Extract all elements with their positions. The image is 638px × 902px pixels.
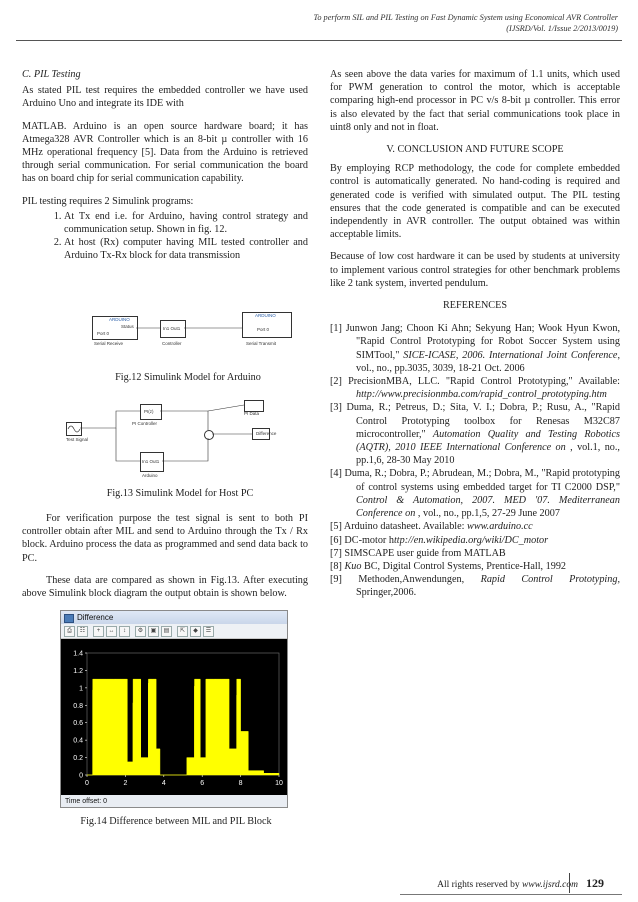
scope-window[interactable] (60, 610, 288, 808)
header-rule (16, 40, 622, 41)
reference-italic: ttp://en.wikipedia.org/wiki/DC_motor (393, 534, 549, 546)
paragraph: Because of low cost hardware it can be used by students at university to implement various control strategies for other benchmark problems like 2 tank system, inverted pendulum. (330, 251, 620, 289)
x-tick-label: 0 (85, 780, 89, 787)
reference-italic: SICE-ICASE, 2006. International Joint Conference (403, 349, 618, 361)
floating-scope-icon[interactable]: ⇱ (177, 626, 188, 637)
paragraph: By employing RCP methodology, the code for complete embedded control is automatically generated. No hand-coding is required and generated code is verified with simulated output. The PIL testing ensures that the code generated is compatible and can be executed independently in AVR controller. The output obtained was within acceptable limits. (330, 163, 620, 241)
conclusion-heading: V. CONCLUSION AND FUTURE SCOPE (386, 144, 564, 156)
reference-italic: www.arduino.cc (467, 521, 533, 533)
section-title: C. PIL Testing (22, 69, 81, 80)
arduino-io: In1 Out1 (142, 459, 160, 464)
arduino-tag: ARDUINO (109, 317, 130, 322)
scope-title-bar[interactable] (61, 611, 287, 624)
fig14-caption: Fig.14 Difference between MIL and PIL Block (80, 816, 272, 827)
parameters-icon[interactable]: ☷ (77, 626, 88, 637)
reference-text-end: , vol.1, no., pp.1,6, 28-30 May 2010 (356, 442, 620, 467)
footer-text: All rights reserved by (437, 880, 523, 890)
time-offset-value: 0 (103, 798, 108, 805)
reference-text: [8] (330, 560, 345, 572)
x-tick-label: 10 (275, 780, 283, 787)
left-column-continued (22, 512, 308, 609)
reference-text: [9] Methoden,Anwendungen, (330, 574, 481, 586)
reference-italic: Control & Automation, 2007. MED '07. Mediterranean Conference on (356, 494, 620, 520)
fig12-wires (92, 312, 307, 354)
x-tick-label: 6 (200, 780, 205, 787)
reference-item (330, 401, 620, 467)
time-offset (65, 798, 107, 805)
paragraph: For verification purpose the test signal is sent to both PI controller obtain after MIL and send to Arduino through the Tx / Rx block. Arduino process the data as programmed and send data back to PC. (22, 513, 308, 564)
y-tick-label: 1.4 (73, 650, 83, 658)
zoom-x-icon[interactable]: ↔ (106, 626, 117, 637)
fig13-wires (66, 400, 290, 488)
y-tick-label: 1 (79, 685, 83, 693)
header-issue: (IJSRD/Vol. 1/Issue 2/2013/0019) (506, 24, 618, 33)
x-tick-label: 4 (161, 780, 166, 787)
paragraph: As stated PIL test requires the embedded controller we have used Arduino Uno and integrate its IDE with (22, 85, 308, 110)
footer-site[interactable]: www.ijsrd.com (522, 880, 578, 890)
reference-text: [2] PrecisionMBA, LLC. "Rapid Control Prototyping," Available: (330, 376, 620, 388)
paragraph: As seen above the data varies for maximum of 1.1 units, which used for PWM generation to control the motor, which is acceptable comparing high-end processor in PC v/s 8-bit µ controller. This error is also elevated by the fact that serial communications took place in uint8 only and not in float. (330, 69, 620, 133)
zoom-y-icon[interactable]: ↕ (119, 626, 130, 637)
scope-app-icon (64, 614, 74, 623)
pid-label: PI(z) (144, 409, 154, 414)
lock-axes-icon[interactable]: ◆ (190, 626, 201, 637)
y-tick-label: 1.2 (73, 667, 83, 675)
reference-text-end: Springer,2006. (356, 587, 417, 599)
reference-text-end: BC, Digital Control Systems, Prentice-Hall, 1992 (361, 560, 567, 572)
paragraph: These data are compared as shown in Fig.13. After executing above Simulink block diagram the output obtain is shown below. (22, 574, 308, 600)
reference-italic: Automation Quality and Testing Robotics (AQTR), 2010 IEEE International Conference on (356, 428, 620, 454)
reference-item (330, 467, 620, 520)
y-tick-label: 0.6 (73, 720, 83, 728)
pi-data-label: PI Data (244, 411, 260, 416)
x-tick-label: 8 (238, 780, 243, 787)
y-tick-label: 0.2 (73, 755, 83, 763)
controller-label: Controller (162, 341, 182, 346)
port-label-2: Port 0 (257, 327, 270, 332)
right-column (330, 68, 620, 600)
reference-italic: http://www.precisionmba.com/rapid_control_prototyping.htm (356, 389, 607, 401)
reference-text: [5] Arduino datasheet. Available: (330, 521, 468, 533)
reference-text: [3] Duma, R.; Petreus, D.; Sita, V. I.; Dobra, P.; Rusu, A., "Rapid Control Prototyping toolbox for Renesas M32C87 microcontroller," (330, 402, 620, 440)
reference-italic: Rapid Control Prototyping, (480, 574, 620, 586)
reference-item (330, 573, 620, 599)
autoscale-icon[interactable]: ⚙ (135, 626, 146, 637)
list-item: 2. At host (Rx) computer having MIL tested controller and Arduino Tx-Rx block for data transmission (64, 236, 308, 262)
reference-text: [7] SIMSCAPE user guide from MATLAB (330, 547, 506, 559)
arduino-label: Arduino (142, 473, 158, 478)
reference-item (330, 322, 620, 375)
difference-label: Difference (256, 431, 277, 436)
reference-list (330, 322, 620, 599)
reference-item (330, 547, 620, 560)
fig13-caption: Fig.13 Simulink Model for Host PC (106, 488, 254, 499)
port-label: Port 0 (97, 331, 110, 336)
pi-controller-label: PI Controller (132, 421, 158, 426)
paragraph: PIL testing requires 2 Simulink programs: (22, 195, 194, 207)
reference-italic: Kuo (344, 560, 362, 572)
reference-item (330, 375, 620, 401)
fig12-caption: Fig.12 Simulink Model for Arduino (115, 372, 261, 383)
reference-item (330, 520, 620, 533)
footer-rights (437, 880, 578, 890)
page-number: 129 (569, 873, 620, 893)
paragraph: MATLAB. Arduino is an open source hardware board; it has Atmega328 AVR Controller which is an 8-bit µ controller with 16 MHz operational frequency [5]. Data from the Arduino is retrieved through serial communication. For serial communication the board has on board chip for serial communication capability. (22, 120, 308, 185)
x-tick-label: 2 (123, 780, 128, 787)
status-label: Status (121, 324, 134, 329)
references-heading: REFERENCES (443, 300, 507, 312)
reference-text: [6] DC-motor h (330, 534, 394, 546)
scope-plot (61, 639, 287, 795)
fig12-diagram (92, 312, 307, 354)
left-column (22, 68, 308, 271)
arduino-tag-2: ARDUINO (255, 313, 276, 318)
y-tick-label: 0.4 (73, 737, 83, 745)
serial-receive-label: Serial Receive (94, 341, 124, 346)
program-list (22, 210, 308, 263)
scope-toolbar (61, 624, 287, 639)
zoom-in-icon[interactable]: + (93, 626, 104, 637)
reference-text-end: , vol., no., pp.1,5, 27-29 June 2007 (415, 508, 560, 520)
reference-item (330, 534, 620, 547)
serial-transmit-label: Serial Transmit (246, 341, 277, 346)
signal-selector-icon[interactable]: ☰ (203, 626, 214, 637)
reference-text: [4] Duma, R.; Dobra, P.; Abrudean, M.; Dobra, M., "Rapid prototyping of control systems using embedded target for TI C2000 DSP," (330, 468, 620, 493)
restore-axes-icon[interactable]: ▤ (161, 626, 172, 637)
test-signal-label: Test Signal (66, 437, 89, 442)
list-item: 1. At Tx end i.e. for Arduino, having control strategy and communication setup. Shown in fig. 12. (64, 210, 308, 236)
footer-rule (400, 894, 622, 895)
fig13-diagram (66, 400, 290, 488)
save-axes-icon[interactable]: ▣ (148, 626, 159, 637)
scope-title: Difference (77, 613, 114, 622)
header-title: To perform SIL and PIL Testing on Fast Dynamic System using Economical AVR Controller (313, 13, 618, 22)
reference-text-end: , vol., no., pp.3035, 3039, 18-21 Oct. 2006 (356, 349, 620, 374)
controller-io: In1 Out1 (163, 326, 181, 331)
y-tick-label: 0 (79, 772, 83, 780)
reference-item (330, 560, 620, 573)
running-header (313, 12, 618, 34)
print-icon[interactable]: ⎙ (64, 626, 75, 637)
reference-text: [1] Junwon Jang; Choon Ki Ahn; Sekyung Han; Wook Hyun Kwon, "Rapid Control Prototyping for Robot Soccer System using SIMTool," (330, 323, 620, 361)
time-offset-label: Time offset: (65, 798, 102, 805)
y-tick-label: 0.8 (73, 702, 83, 710)
